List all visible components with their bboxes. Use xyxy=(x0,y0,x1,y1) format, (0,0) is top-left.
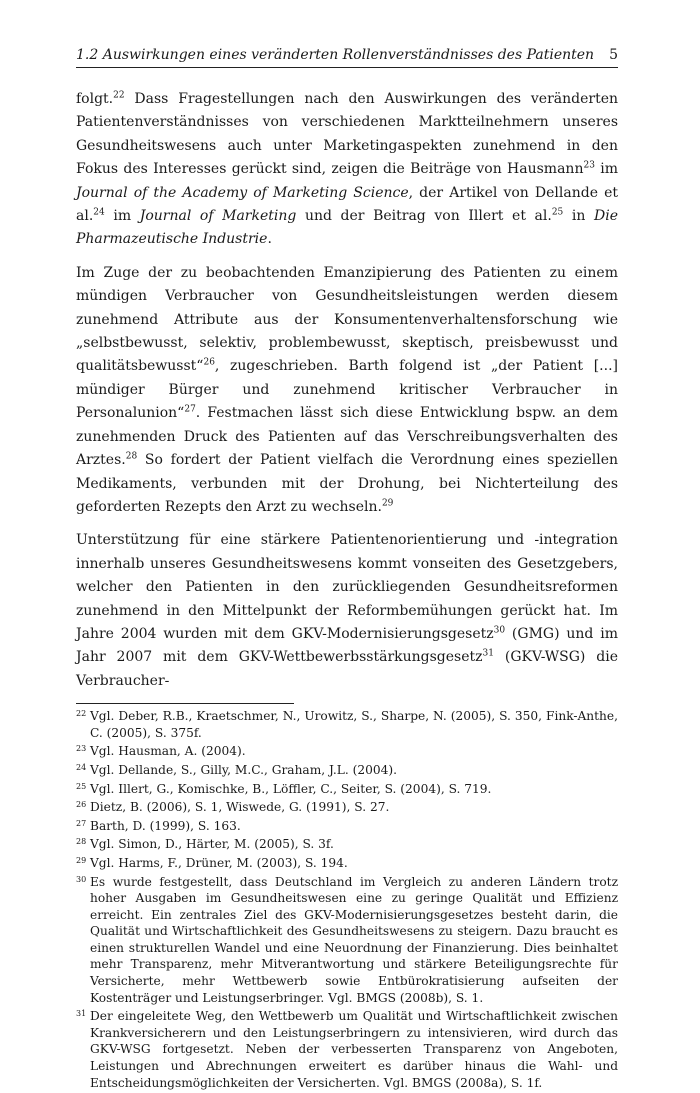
footnote-text: Vgl. Simon, D., Härter, M. (2005), S. 3f. xyxy=(90,837,334,852)
text-run: . xyxy=(267,231,272,248)
footnote-ref[interactable]: 30 xyxy=(493,625,506,636)
footnote-ref[interactable]: 23 xyxy=(583,160,595,171)
text-run: und der Beitrag von Illert et al. xyxy=(296,208,552,225)
text-run: Dass Fragestellungen nach den Auswirkungen des veränderten Patientenverständnisses von verschiedenen Marktteilnehmern unseres Gesundheitswesens auch unter Marketingaspekten zunehmend in den Fokus des Interesses gerückt sind, zeigen die Beiträge von Hausmann xyxy=(76,91,618,178)
footnote-number: 28 xyxy=(76,837,87,847)
paragraph xyxy=(76,529,618,693)
footnote-ref[interactable]: 22 xyxy=(113,90,125,101)
footnote-text: Vgl. Illert, G., Komischke, B., Löffler, C., Seiter, S. (2004), S. 719. xyxy=(90,781,492,796)
footnote-ref[interactable]: 25 xyxy=(551,207,564,218)
page-number: 5 xyxy=(609,47,618,63)
text-run: Im Zuge der zu beobachtenden Emanzipierung des Patienten zu einem mündigen Verbraucher von Gesundheitsleistungen werden diesem zunehmend Attribute aus der Konsumentenverhaltensforschung wie „selbstbewusst, selektiv, problembewusst, skeptisch, preisbewusst und qualitätsbewusst“ xyxy=(76,264,618,375)
footnote-ref[interactable]: 24 xyxy=(93,207,105,218)
footnote-ref[interactable]: 27 xyxy=(184,404,196,415)
footnote xyxy=(76,874,618,1007)
footnotes xyxy=(76,708,618,1091)
section-title: 1.2 Auswirkungen eines veränderten Rollenverständnisses des Patienten xyxy=(76,47,595,63)
footnote-number: 24 xyxy=(76,762,87,772)
footnote xyxy=(76,855,618,872)
text-run: So fordert der Patient vielfach die Verordnung eines speziellen Medikaments, verbunden mit der Drohung, bei Nichterteilung des geforderten Rezepts den Arzt zu wechseln. xyxy=(76,452,618,515)
text-run: in xyxy=(563,208,594,225)
text-run: folgt. xyxy=(76,91,114,107)
journal-title: Journal of Marketing xyxy=(139,208,297,225)
footnote-text: Dietz, B. (2006), S. 1, Wiswede, G. (1991), S. 27. xyxy=(90,800,390,815)
text-run: im xyxy=(104,208,140,225)
footnote-number: 31 xyxy=(76,1009,87,1019)
footnote xyxy=(76,708,618,741)
footnote xyxy=(76,762,618,779)
paragraph xyxy=(76,88,618,252)
footnote-text: Vgl. Hausman, A. (2004). xyxy=(90,744,246,759)
text-run: , zugeschrieben. Barth folgend ist „der Patient [...] mündiger Bürger und zunehmend kritischer Verbraucher in Personalunion“ xyxy=(76,358,618,422)
footnote xyxy=(76,799,618,816)
document-page xyxy=(76,46,618,1093)
footnote-text: Es wurde festgestellt, dass Deutschland im Vergleich zu anderen Ländern trotz hoher Ausgaben im Gesundheitswesen eine zu geringe Qualität und Effizienz erreicht. Ein zentrales Ziel des GKV-Modernisierungsgesetzes besteht darin, die Qualität und Wirtschaftlichkeit des Gesundheitswesens zu steigern. Dazu braucht es einen strukturellen Wandel und eine Neuordnung der Finanzierung. Dies beinhaltet mehr Transparenz, mehr Mitverantwortung und stärkere Beteiligungsrechte für Versicherte, mehr Wettbewerb sowie Entbürokratisierung aufseiten der Kostenträger und Leistungserbringer. Vgl. BMGS (2008b), S. 1. xyxy=(90,874,618,1005)
text-run: (GMG) und im Jahr 2007 mit dem GKV-Wettbewerbsstärkungsgesetz xyxy=(76,625,618,666)
footnote-number: 30 xyxy=(76,874,87,884)
footnote xyxy=(76,743,618,760)
paragraph xyxy=(76,262,618,519)
text-run: . Festmachen lässt sich diese Entwicklung bspw. an dem zunehmenden Druck des Patienten auf das Verschreibungsverhalten des Arztes. xyxy=(76,405,618,469)
journal-title: Die Pharmazeutische Industrie xyxy=(76,208,618,248)
footnote xyxy=(76,781,618,798)
text-run: im xyxy=(594,161,618,178)
footnote xyxy=(76,1008,618,1091)
footnote-number: 23 xyxy=(76,744,87,754)
footnote-text: Vgl. Deber, R.B., Kraetschmer, N., Urowitz, S., Sharpe, N. (2005), S. 350, Fink-Anthe, C. (2005), S. 375f. xyxy=(90,709,618,740)
journal-title: Journal of the Academy of Marketing Science xyxy=(76,184,409,201)
text-run: Unterstützung für eine stärkere Patientenorientierung und -integration innerhalb unseres Gesundheitswesens kommt vonseiten des Gesetzgebers, welcher den Patienten in den zurückliegenden Gesundheitsreformen zunehmend in den Mittelpunkt der Reformbemühungen gerückt hat. Im Jahre 2004 wurden mit dem GKV-Modernisierungsgesetz xyxy=(76,532,618,642)
footnote-number: 25 xyxy=(76,781,87,791)
running-header xyxy=(76,46,618,68)
body-text xyxy=(76,88,618,693)
footnote-number: 27 xyxy=(76,818,87,828)
footnote-text: Barth, D. (1999), S. 163. xyxy=(90,818,241,833)
footnote-ref[interactable]: 29 xyxy=(381,498,394,509)
footnote-number: 29 xyxy=(76,855,87,865)
footnote-ref[interactable]: 28 xyxy=(125,451,138,462)
footnote-ref[interactable]: 26 xyxy=(203,357,215,368)
text-run: (GKV-WSG) die Verbraucher- xyxy=(76,649,618,689)
footnote-number: 26 xyxy=(76,800,87,810)
footnote xyxy=(76,836,618,853)
footnote-ref[interactable]: 31 xyxy=(482,648,494,659)
footnote-text: Vgl. Harms, F., Drüner, M. (2003), S. 194. xyxy=(90,855,348,870)
footnote xyxy=(76,818,618,835)
footnote-text: Der eingeleitete Weg, den Wettbewerb um Qualität und Wirtschaftlichkeit zwischen Krankversicherern und den Leistungserbringern zu intensivieren, wird durch das GKV-WSG fortgesetzt. Neben der verbesserten Transparenz von Angeboten, Leistungen und Abrechnungen erweitert es darüber hinaus die Wahl- und Entscheidungsmöglichkeiten der Versicherten. Vgl. BMGS (2008a), S. 1f. xyxy=(90,1009,618,1090)
footnote-number: 22 xyxy=(76,709,87,719)
footnote-text: Vgl. Dellande, S., Gilly, M.C., Graham, J.L. (2004). xyxy=(90,762,398,777)
footnote-separator xyxy=(76,703,294,704)
text-run: , der Artikel von Dellande et al. xyxy=(76,184,618,225)
